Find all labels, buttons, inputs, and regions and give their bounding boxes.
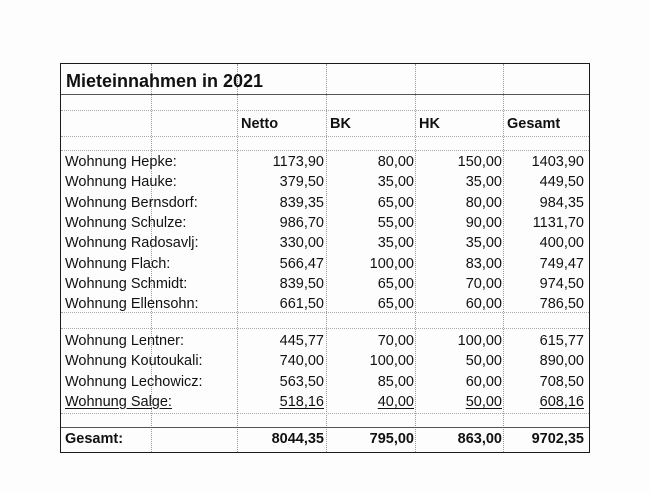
rent-income-table: [60, 63, 590, 453]
cell-gesamt: 9702,35: [531, 431, 584, 447]
cell-hk: 90,00: [465, 214, 502, 231]
row-label: Wohnung Schulze:: [65, 214, 187, 231]
cell-hk: 70,00: [465, 275, 502, 292]
row-label: Wohnung Lentner:: [65, 333, 185, 349]
table-title: Mieteinnahmen in 2021: [66, 71, 264, 91]
cell-netto: 563,50: [279, 373, 324, 390]
cell-hk: 60,00: [465, 373, 502, 390]
cell-bk: 35,00: [377, 174, 414, 191]
grid-line: [61, 110, 589, 111]
cell-hk: 35,00: [465, 235, 502, 252]
cell-netto: 661,50: [279, 296, 324, 313]
row-label: Gesamt:: [65, 431, 124, 447]
cell-bk: 65,00: [377, 194, 414, 211]
grid-line: [61, 328, 589, 329]
cell-hk: 83,00: [465, 255, 502, 272]
cell-netto: 566,47: [279, 255, 324, 272]
cell-bk: 100,00: [369, 255, 414, 272]
cell-gesamt: 449,50: [539, 174, 584, 191]
cell-hk: 863,00: [457, 431, 502, 447]
cell-bk: 795,00: [369, 431, 414, 447]
row-label: Wohnung Lechowicz:: [65, 373, 203, 390]
cell-netto: 8044,35: [271, 431, 324, 447]
cell-gesamt: 749,47: [539, 255, 584, 272]
cell-netto: 379,50: [279, 174, 324, 191]
cell-netto: 330,00: [279, 235, 324, 252]
cell-netto: 986,70: [279, 214, 324, 231]
row-label: Wohnung Ellensohn:: [65, 296, 199, 313]
cell-gesamt: 984,35: [539, 194, 584, 211]
cell-bk: 85,00: [377, 373, 414, 390]
cell-gesamt: 974,50: [539, 275, 584, 292]
row-label: Wohnung Bernsdorf:: [65, 194, 198, 211]
cell-netto: 518,16: [279, 393, 324, 410]
cell-bk: 70,00: [377, 333, 414, 349]
row-label: Wohnung Flach:: [65, 255, 171, 272]
cell-bk: 65,00: [377, 275, 414, 292]
cell-hk: 50,00: [465, 353, 502, 370]
cell-netto: 445,77: [279, 333, 324, 349]
cell-bk: 35,00: [377, 235, 414, 252]
row-label: Wohnung Schmidt:: [65, 275, 188, 292]
row-label: Wohnung Hepke:: [65, 154, 177, 170]
cell-bk: 55,00: [377, 214, 414, 231]
grid-line: [61, 136, 589, 137]
cell-netto: 839,50: [279, 275, 324, 292]
cell-netto: 740,00: [279, 353, 324, 370]
cell-hk: 50,00: [465, 393, 502, 410]
cell-gesamt: 1131,70: [532, 214, 584, 231]
header-bk: BK: [330, 116, 351, 132]
cell-gesamt: 400,00: [539, 235, 584, 252]
grid-line: [415, 64, 416, 452]
cell-gesamt: 1403,90: [531, 154, 584, 170]
cell-gesamt: 708,50: [539, 373, 584, 390]
cell-hk: 80,00: [465, 194, 502, 211]
cell-hk: 35,00: [465, 174, 502, 191]
row-label: Wohnung Radosavlj:: [65, 235, 199, 252]
cell-netto: 839,35: [279, 194, 324, 211]
header-hk: HK: [419, 116, 440, 132]
cell-hk: 100,00: [457, 333, 502, 349]
cell-bk: 80,00: [377, 154, 414, 170]
cell-netto: 1173,90: [272, 154, 324, 170]
cell-hk: 60,00: [465, 296, 502, 313]
grid-line: [503, 64, 504, 452]
title-divider: [61, 94, 589, 95]
row-label: Wohnung Koutoukali:: [65, 353, 203, 370]
cell-bk: 100,00: [369, 353, 414, 370]
cell-bk: 40,00: [377, 393, 414, 410]
row-label: Wohnung Salge:: [65, 393, 172, 410]
header-gesamt: Gesamt: [507, 116, 561, 132]
grid-line: [326, 64, 327, 452]
cell-bk: 65,00: [377, 296, 414, 313]
cell-gesamt: 890,00: [539, 353, 584, 370]
row-label: Wohnung Hauke:: [65, 174, 177, 191]
grid-line: [61, 413, 589, 414]
cell-hk: 150,00: [457, 154, 502, 170]
header-netto: Netto: [241, 116, 279, 132]
cell-gesamt: 786,50: [539, 296, 584, 313]
cell-gesamt: 615,77: [539, 333, 584, 349]
cell-gesamt: 608,16: [539, 393, 584, 410]
